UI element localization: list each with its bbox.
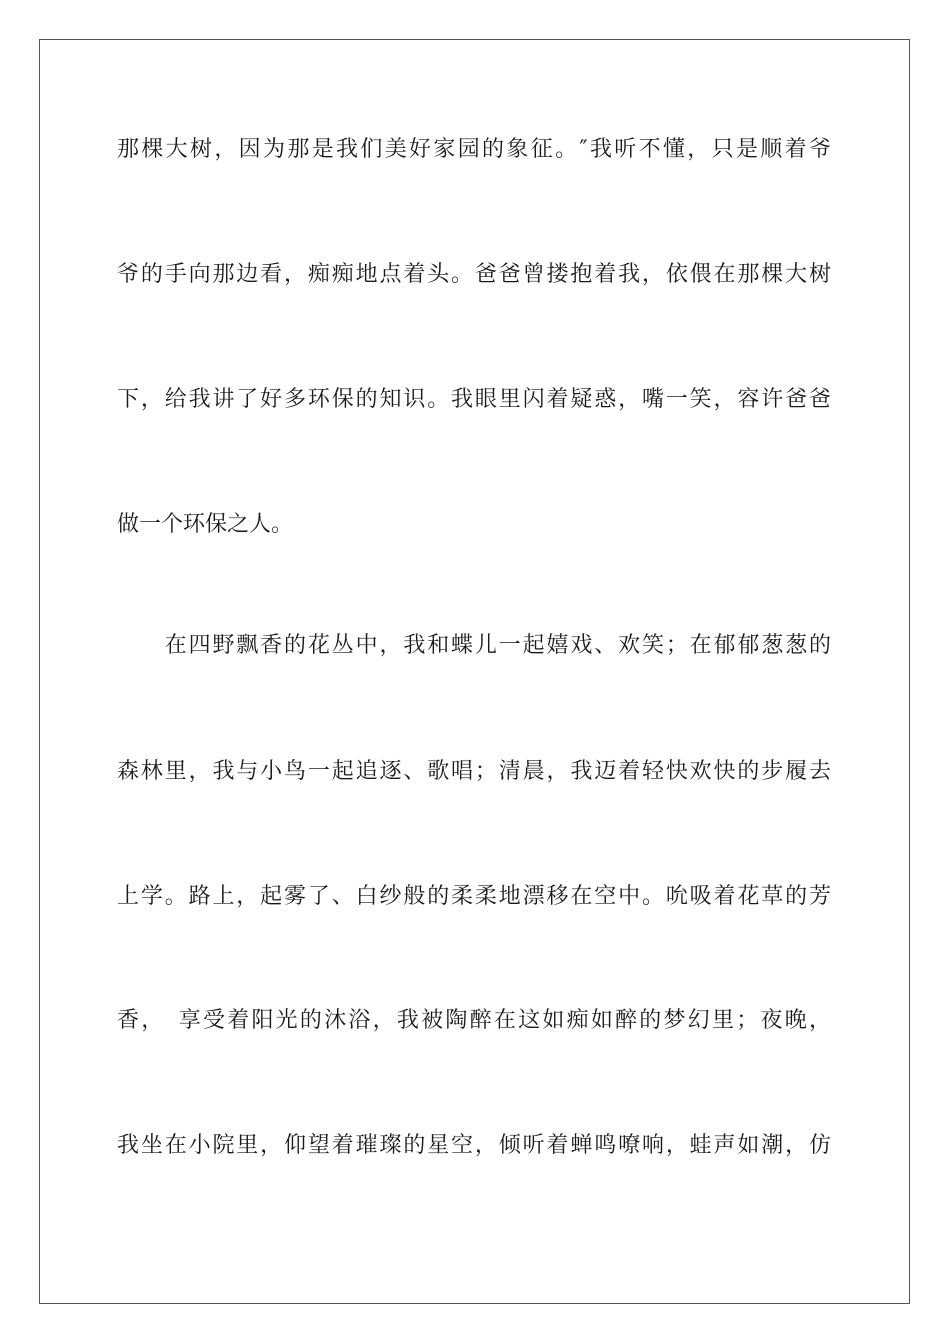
text-line-9: 我坐在小院里，仰望着璀璨的星空，倾听着蝉鸣嘹响，蛙声如潮，仿 xyxy=(117,1133,831,1158)
text-line-2: 爷的手向那边看，痴痴地点着头。爸爸曾搂抱着我，依偎在那棵大树 xyxy=(117,262,831,287)
text-line-5: 在四野飘香的花丛中，我和蝶儿一起嬉戏、欢笑；在郁郁葱葱的 xyxy=(117,633,831,658)
text-line-4: 做一个环保之人。 xyxy=(117,512,294,537)
text-line-7: 上学。路上，起雾了、白纱般的柔柔地漂移在空中。吮吸着花草的芳 xyxy=(117,884,831,909)
text-line-6: 森林里，我与小鸟一起追逐、歌唱；清晨，我迈着轻快欢快的步履去 xyxy=(117,759,831,784)
page-frame xyxy=(39,39,910,1304)
text-line-1: 那棵大树，因为那是我们美好家园的象征。″我听不懂，只是顺着爷 xyxy=(117,137,831,162)
text-line-8: 香， 享受着阳光的沐浴，我被陶醉在这如痴如醉的梦幻里；夜晚， xyxy=(117,1008,831,1033)
text-line-3: 下，给我讲了好多环保的知识。我眼里闪着疑惑，嘴一笑，容许爸爸 xyxy=(117,387,831,412)
